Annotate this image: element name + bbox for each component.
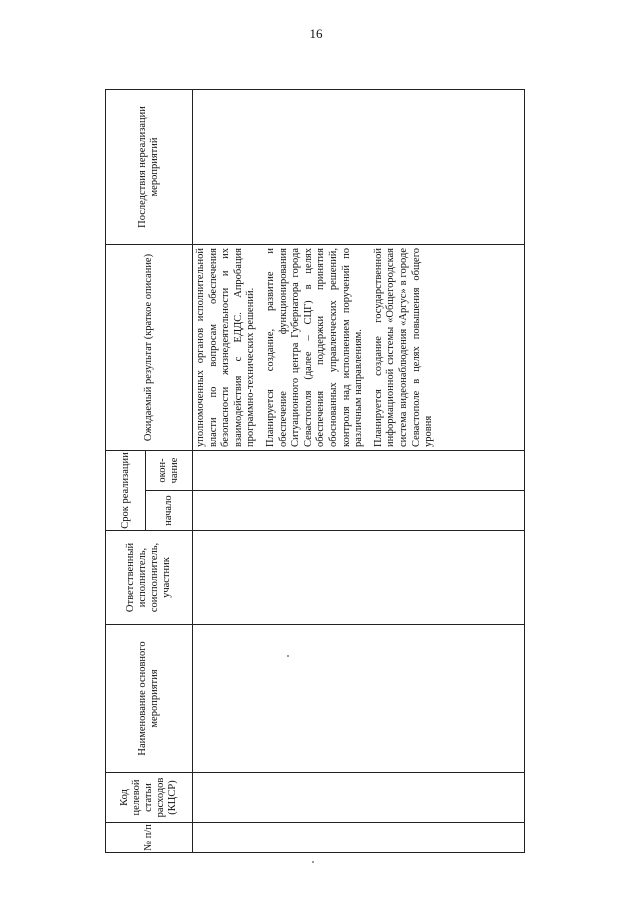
header-name: Наименование основного мероприятия xyxy=(106,625,193,773)
result-paragraph: Планируется создание, развитие и обеспечение функционирования Ситуационного центра Губернатора города Севастополя (далее – СЦГ) в целях обеспечения поддержки принятия обоснованных управленческих решений, контроля над исполнением поручений по различным направлениям. xyxy=(264,247,365,447)
cell-name xyxy=(193,625,525,773)
cell-result xyxy=(193,244,525,450)
stray-mark xyxy=(312,861,314,863)
result-paragraph: уполномоченных органов исполнительной власти по вопросам обеспечения безопасности жизнедеятельности и их взаимодействия с ЕДДС. Апробация программно-технических решений. xyxy=(195,247,257,447)
header-consequences: Последствия нереализации мероприятий xyxy=(106,89,193,244)
header-kcsr: Код целевой статьи расходов (КЦСР) xyxy=(106,773,193,823)
rotated-table xyxy=(105,90,525,853)
cell-start xyxy=(193,491,525,531)
stray-mark xyxy=(287,655,289,657)
cell-consequences xyxy=(193,89,525,244)
header-period-end: окон-чание xyxy=(146,450,193,490)
header-responsible: Ответственный исполнитель, соисполнитель, участник xyxy=(106,531,193,625)
cell-num xyxy=(193,823,525,853)
cell-end xyxy=(193,450,525,490)
cell-responsible xyxy=(193,531,525,625)
page-number: 16 xyxy=(309,26,323,41)
result-paragraph: Планируется создание государственной информационной системы «Общегородская система видеонаблюдения «Аргус» в городе Севастополе в целях повышения общего уровня xyxy=(372,247,435,447)
cell-kcsr xyxy=(193,773,525,823)
header-period: Срок реализации xyxy=(106,450,146,530)
header-period-start: начало xyxy=(146,491,193,531)
header-num: № п/п xyxy=(106,823,193,853)
program-measures-table xyxy=(105,89,525,853)
header-result: Ожидаемый результат (краткое описание) xyxy=(106,244,193,450)
